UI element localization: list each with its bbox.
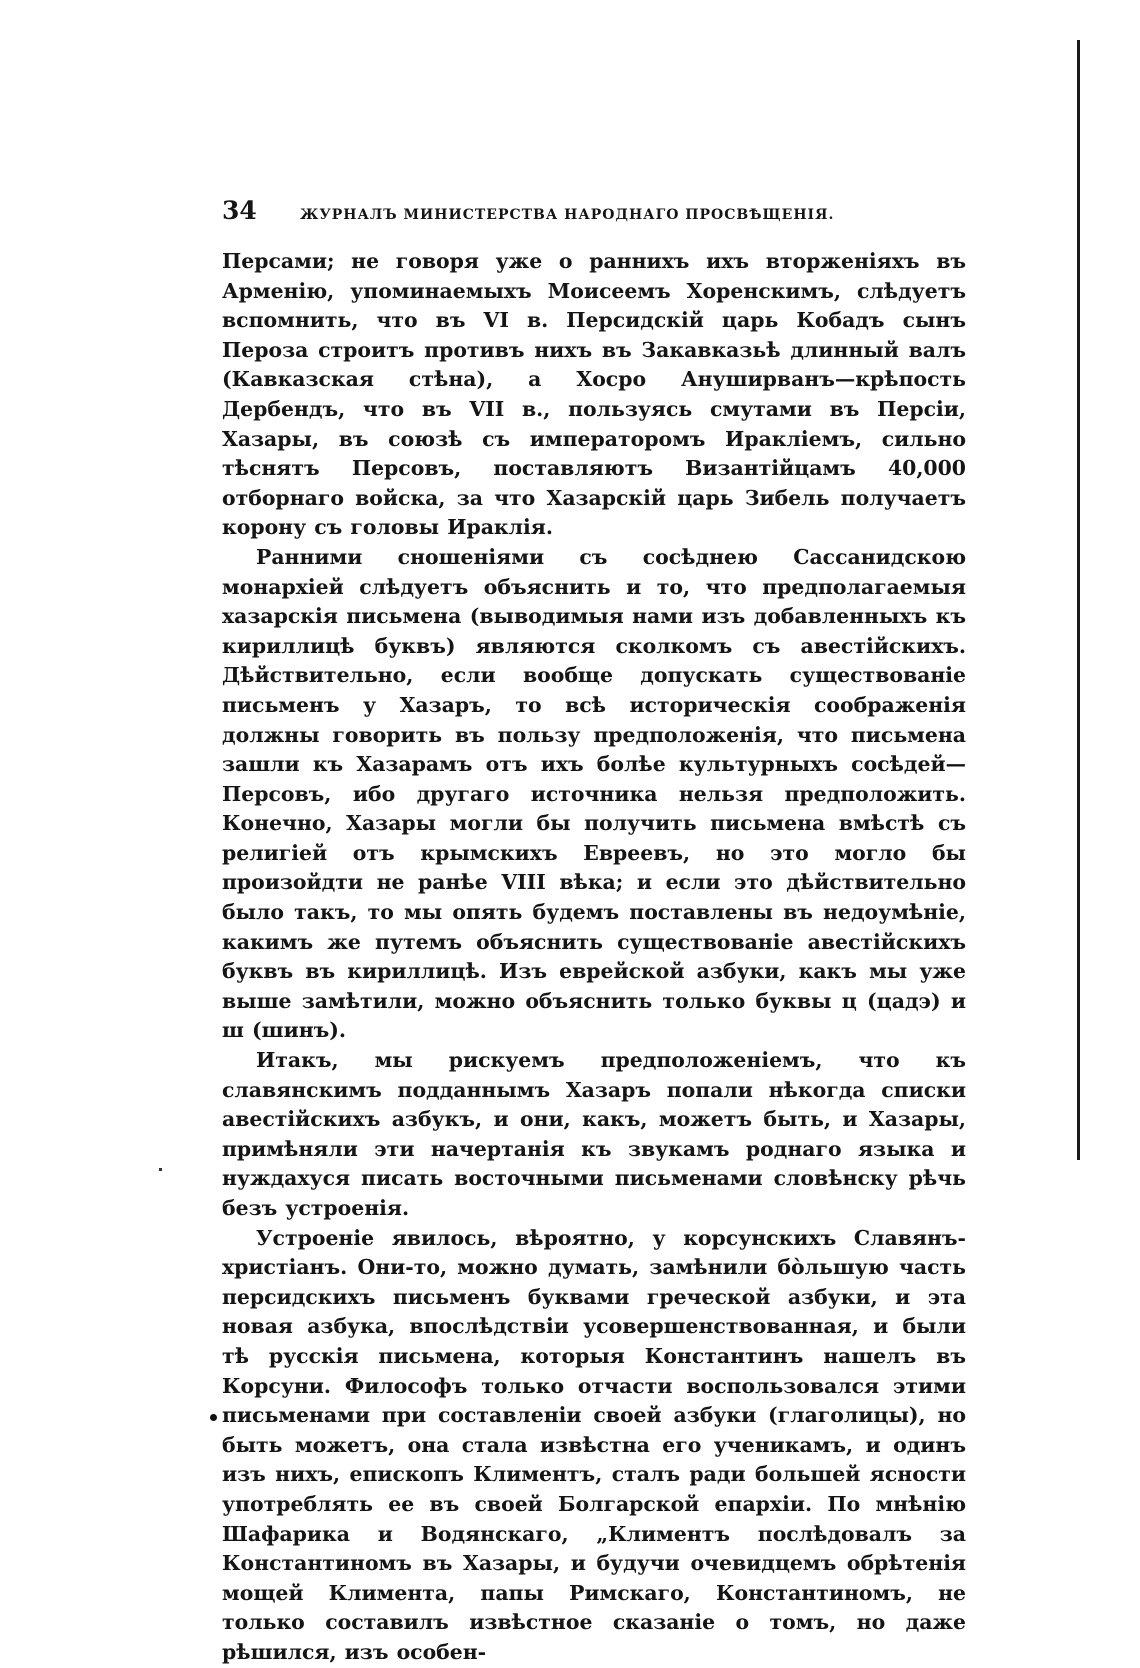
page-number: 34 (222, 196, 257, 225)
running-head (222, 196, 966, 225)
paragraph-2: Ранними сношеніями съ сосѣднею Сассанидскою монархіей слѣдуетъ объяснить и то, что предполагаемыя хазарскія письмена (выводимыя нами изъ добавленныхъ къ кириллицѣ буквъ) являются сколкомъ съ авестійскихъ. Дѣйствительно, если вообще допускать существованіе письменъ у Хазаръ, то всѣ историческія соображенія должны говорить въ пользу предположенія, что письмена зашли къ Хазарамъ отъ ихъ болѣе культурныхъ сосѣдей—Персовъ, ибо другаго источника нельзя предположить. Конечно, Хазары могли бы получить письмена вмѣстѣ съ религіей отъ крымскихъ Евреевъ, но это могло бы произойдти не ранѣе VIII вѣка; и если это дѣйствительно было такъ, то мы опять будемъ поставлены въ недоумѣніе, какимъ же путемъ объяснить существованіе авестійскихъ буквъ въ кириллицѣ. Изъ еврейской азбуки, какъ мы уже выше замѣтили, можно объяснить только буквы ц (цадэ) и ш (шинъ). (222, 544, 966, 1043)
running-title: ЖУРНАЛЪ МИНИСТЕРСТВА НАРОДНАГО ПРОСВѢЩЕНІЯ. (300, 207, 835, 223)
scan-edge-line (1077, 40, 1080, 1160)
paragraph-4: Устроеніе явилось, вѣроятно, у корсунскихъ Славянъ-христіанъ. Они-то, можно думать, замѣнили бо̀льшую часть персидскихъ письменъ буквами греческой азбуки, и эта новая азбука, впослѣдствіи усовершенствованная, и были тѣ русскія письмена, которыя Константинъ нашелъ въ Корсуни. Философъ только отчасти воспользовался этими письменами при составленіи своей азбуки (глаголицы), но быть можетъ, она стала извѣстна его ученикамъ, и одинъ изъ нихъ, епископъ Климентъ, сталъ ради большей ясности употреблять ее въ своей Болгарской епархіи. По мнѣнію Шафарика и Водянскаго, „Климентъ послѣдовалъ за Константиномъ въ Хазары, и будучи очевидцемъ обрѣтенія мощей Климента, папы Римскаго, Константиномъ, не только составилъ извѣстное сказаніе о томъ, но даже рѣшился, изъ особен- (222, 1225, 966, 1664)
paragraph-1: Персами; не говоря уже о раннихъ ихъ вторженіяхъ въ Арменію, упоминаемыхъ Моисеемъ Хоренскимъ, слѣдуетъ вспомнить, что въ VI в. Персидскій царь Кобадъ сынъ Пероза строитъ противъ нихъ въ Закавказьѣ длинный валъ (Кавказская стѣна), а Хосро Ануширванъ—крѣпость Дербендъ, что въ VII в., пользуясь смутами въ Персіи, Хазары, въ союзѣ съ императоромъ Иракліемъ, сильно тѣснятъ Персовъ, поставляютъ Византійцамъ 40,000 отборнаго войска, за что Хазарскій царь Зибель получаетъ корону съ головы Ираклія. (222, 249, 966, 540)
scan-speck (159, 1168, 162, 1171)
margin-dot (210, 1414, 217, 1421)
paragraph-3: Итакъ, мы рискуемъ предположеніемъ, что къ славянскимъ подданнымъ Хазаръ попали нѣкогда списки авестійскихъ азбукъ, и они, какъ, можетъ быть, и Хазары, примѣняли эти начертанія къ звукамъ роднаго языка и нуждахуся писать восточными письменами словѣнску рѣчь безъ устроенія. (222, 1048, 966, 1220)
page-body (222, 196, 966, 1668)
